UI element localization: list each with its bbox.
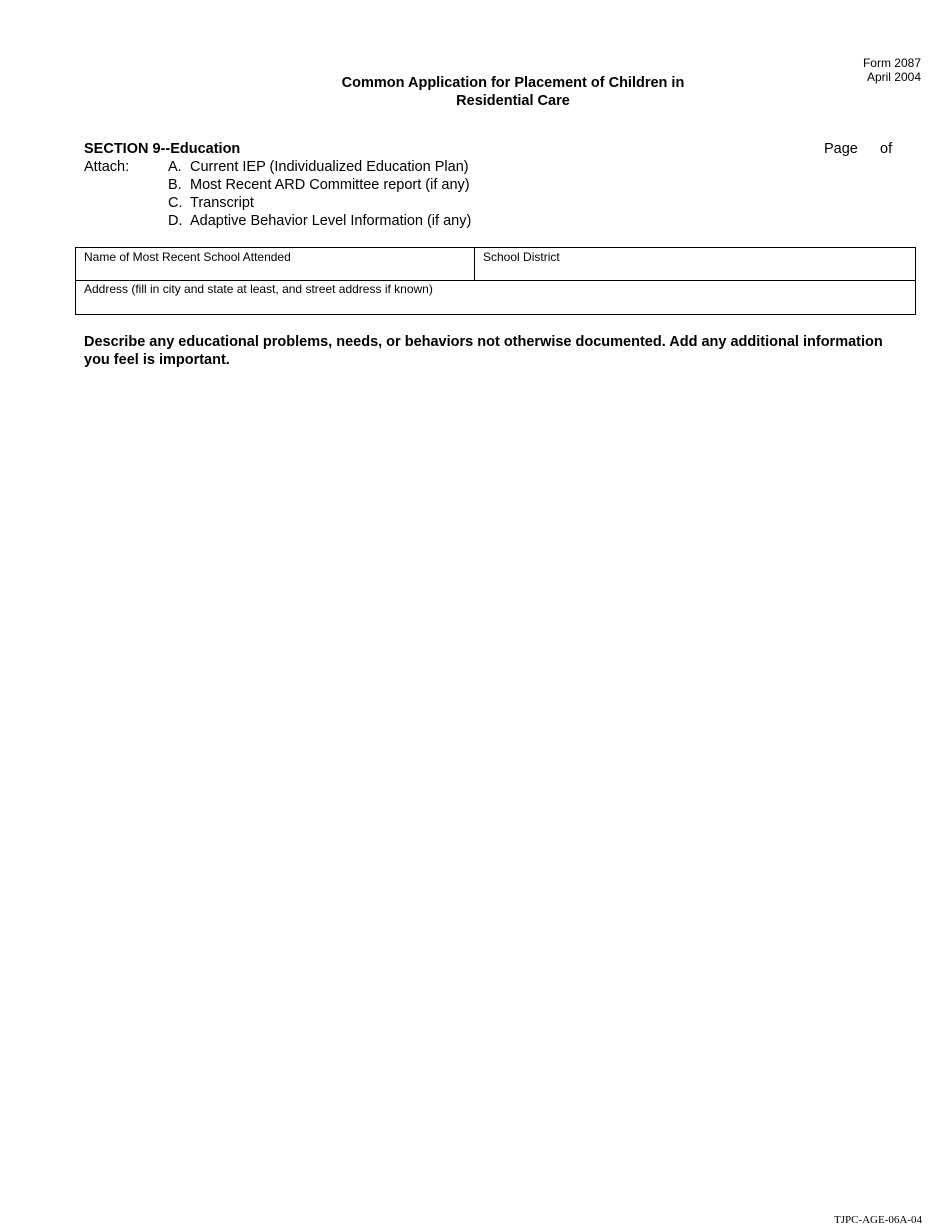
describe-prompt: Describe any educational problems, needs, or behaviors not otherwise documented. Add any additional information you feel is important. [84,334,883,368]
page-number-label: Page [824,141,858,157]
attach-label: Attach: [84,159,130,175]
school-name-label: Name of Most Recent School Attended [84,250,291,264]
document-title-line1: Common Application for Placement of Children in [341,75,685,91]
school-district-field[interactable] [475,248,915,280]
document-title-line2: Residential Care [456,93,570,109]
school-info-row [76,248,915,281]
attach-item-letter: A. [168,159,182,175]
form-identifier [863,56,921,84]
attach-item-letter: B. [168,177,182,193]
attach-list [168,158,471,230]
attach-item-letter: D. [168,213,183,229]
footer-form-code: TJPC-AGE-06A-04 [834,1214,922,1226]
document-title [263,74,763,110]
attach-item-text: Transcript [190,195,254,211]
school-name-field[interactable] [76,248,475,280]
address-field[interactable] [76,281,915,314]
attach-item-text: Most Recent ARD Committee report (if any) [190,177,470,193]
form-number: Form 2087 [862,56,921,70]
page-of-label: of [880,141,893,157]
address-label: Address (fill in city and state at least, and street address if known) [84,282,433,296]
school-info-table [75,247,916,315]
attach-item [168,158,471,176]
school-district-label: School District [483,250,560,264]
form-date: April 2004 [866,70,921,84]
attach-item [168,194,471,212]
attach-item [168,212,471,230]
attach-item [168,176,471,194]
section-title: SECTION 9--Education [84,141,241,157]
attach-item-text: Adaptive Behavior Level Information (if any) [190,213,472,229]
attach-item-letter: C. [168,195,183,211]
attach-item-text: Current IEP (Individualized Education Plan) [190,159,469,175]
